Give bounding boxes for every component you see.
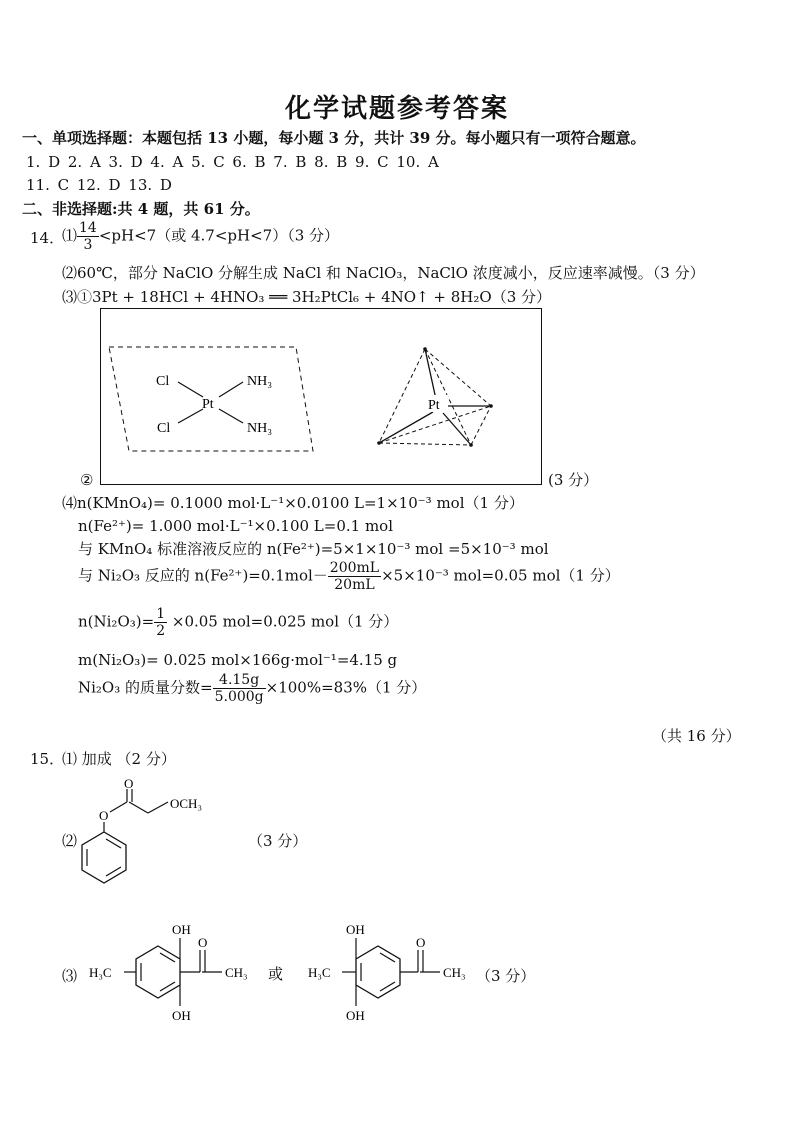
bond-cl-top bbox=[178, 382, 203, 397]
label-h3c-a: H₃C bbox=[89, 965, 112, 980]
bond-carbonyl-ch2 bbox=[129, 802, 148, 813]
benzene-ring bbox=[82, 832, 126, 883]
label-o-b: O bbox=[416, 935, 426, 950]
q15-part3-label: ⑶ bbox=[62, 967, 78, 985]
q15-part2-score: （3 分） bbox=[248, 832, 308, 850]
q14-part1-rest: <pH<7（或 4.7<pH<7）（3 分） bbox=[98, 226, 340, 245]
label-o-carbonyl: O bbox=[124, 778, 134, 791]
q14-part4-line4 bbox=[78, 560, 620, 593]
line4-start: 与 Ni₂O₃ 反应的 n(Fe²⁺)=0.1mol－ bbox=[78, 566, 328, 585]
fraction-1-2 bbox=[154, 606, 167, 639]
label-pt-tetra: Pt bbox=[428, 398, 440, 413]
frac-numerator: 14 bbox=[79, 220, 97, 236]
label-or: 或 bbox=[268, 967, 284, 983]
label-oh-bottom-a: OH bbox=[172, 1008, 191, 1023]
line7-start: Ni₂O₃ 的质量分数= bbox=[78, 678, 213, 697]
label-nh3-top: NH₃ bbox=[247, 374, 273, 389]
structure-drawings bbox=[101, 309, 541, 484]
q14-part1-prefix: ⑴ bbox=[62, 226, 78, 245]
label-nh3-bottom: NH₃ bbox=[247, 421, 273, 436]
frac-numerator: 1 bbox=[156, 606, 166, 622]
q15-part3-score: （3 分） bbox=[476, 967, 536, 985]
frac-denominator: 20mL bbox=[334, 577, 375, 593]
tetra-vertex bbox=[423, 347, 427, 351]
frac-denominator: 5.000g bbox=[214, 689, 264, 705]
q14-part4-line1: ⑷n(KMnO₄)= 0.1000 mol·L⁻¹×0.0100 L=1×10⁻³ mol（1 分） bbox=[62, 494, 524, 512]
tetra-bond-front bbox=[443, 413, 471, 445]
q14-part4-line6: m(Ni₂O₃)= 0.025 mol×166g·mol⁻¹=4.15 g bbox=[78, 651, 398, 669]
label-h3c-b: H₃C bbox=[308, 965, 331, 980]
q14-number: 14． bbox=[30, 229, 65, 247]
bond-ch2-o bbox=[148, 802, 168, 813]
line5-start: n(Ni₂O₃)= bbox=[78, 612, 155, 631]
q14-part3-1: ⑶①3Pt + 18HCl + 4HNO₃ ══ 3H₂PtCl₆ + 4NO↑ + 8H₂O（3 分） bbox=[62, 288, 552, 306]
tetra-edge-bottom bbox=[379, 443, 471, 445]
q14-part3-2-label: ② bbox=[80, 471, 94, 489]
q15-part1: ⑴ 加成 （2 分） bbox=[62, 750, 176, 768]
label-ch3-b: CH₃ bbox=[443, 965, 466, 980]
bond-nh3-top bbox=[219, 382, 243, 397]
label-o-a: O bbox=[198, 935, 208, 950]
frac-numerator: 4.15g bbox=[213, 672, 266, 689]
label-oh-top-b: OH bbox=[346, 922, 365, 937]
q14-part4-line2: n(Fe²⁺)= 1.000 mol·L⁻¹×0.100 L=0.1 mol bbox=[78, 517, 393, 535]
label-cl-top: Cl bbox=[156, 374, 170, 389]
label-pt-planar: Pt bbox=[202, 397, 214, 412]
label-o-ester: O bbox=[99, 808, 109, 823]
q14-part4-line7 bbox=[78, 672, 426, 705]
line4-end: ×5×10⁻³ mol=0.05 mol（1 分） bbox=[381, 566, 620, 585]
q15-number: 15． bbox=[30, 750, 65, 768]
tetra-vertex bbox=[377, 441, 381, 445]
section1-heading: 一、单项选择题：本题包括 13 小题，每小题 3 分，共计 39 分。每小题只有一项符合题意。 bbox=[22, 129, 646, 147]
label-ch3-a: CH₃ bbox=[225, 965, 248, 980]
tetra-edge-left bbox=[379, 349, 425, 443]
frac-numerator: 200mL bbox=[329, 560, 380, 576]
label-cl-bottom: Cl bbox=[157, 421, 171, 436]
line5-end: ×0.05 mol=0.025 mol（1 分） bbox=[167, 612, 399, 631]
q14-part2: ⑵60℃，部分 NaClO 分解生成 NaCl 和 NaClO₃，NaClO 浓度减小，反应速率减慢。（3 分） bbox=[62, 264, 705, 282]
line7-end: ×100%=83%（1 分） bbox=[265, 678, 427, 697]
q14-part4-line5 bbox=[78, 606, 398, 639]
tetra-vertex bbox=[469, 443, 473, 447]
page-title: 化学试题参考答案 bbox=[284, 94, 509, 124]
label-och3: OCH₃ bbox=[170, 796, 202, 811]
frac-denominator: 3 bbox=[83, 237, 93, 253]
section2-heading: 二、非选择题:共 4 题，共 61 分。 bbox=[22, 200, 260, 218]
ring-a bbox=[136, 946, 180, 998]
answers-line-2: 11. C 12. D 13. D bbox=[26, 176, 172, 194]
tetra-vertex bbox=[489, 404, 493, 408]
q14-part4-line3: 与 KMnO₄ 标准溶液反应的 n(Fe²⁺)=5×1×10⁻³ mol =5×10⁻³ mol bbox=[78, 540, 549, 558]
ring-b bbox=[356, 946, 400, 998]
bond-cl-bottom bbox=[178, 409, 203, 423]
bond-nh3-bottom bbox=[219, 409, 243, 423]
q14-part3-2-score: (3 分） bbox=[548, 471, 599, 489]
label-oh-top-a: OH bbox=[172, 922, 191, 937]
label-oh-bottom-b: OH bbox=[346, 1008, 365, 1023]
structure-box bbox=[100, 308, 542, 485]
ester-structure bbox=[70, 778, 230, 896]
bond-o-carbonyl bbox=[110, 802, 127, 812]
ketone-structures bbox=[86, 918, 516, 1028]
frac-denominator: 2 bbox=[156, 623, 166, 639]
q14-total: （共 16 分） bbox=[652, 727, 741, 745]
q14-part1 bbox=[62, 220, 339, 253]
fraction-mass bbox=[213, 672, 266, 705]
answers-line-1: 1. D 2. A 3. D 4. A 5. C 6. B 7. B 8. B 9. C 10. A bbox=[26, 153, 439, 171]
fraction-14-3 bbox=[77, 220, 99, 253]
fraction-200-20 bbox=[328, 560, 381, 593]
q15-part2-label: ⑵ bbox=[62, 832, 78, 850]
